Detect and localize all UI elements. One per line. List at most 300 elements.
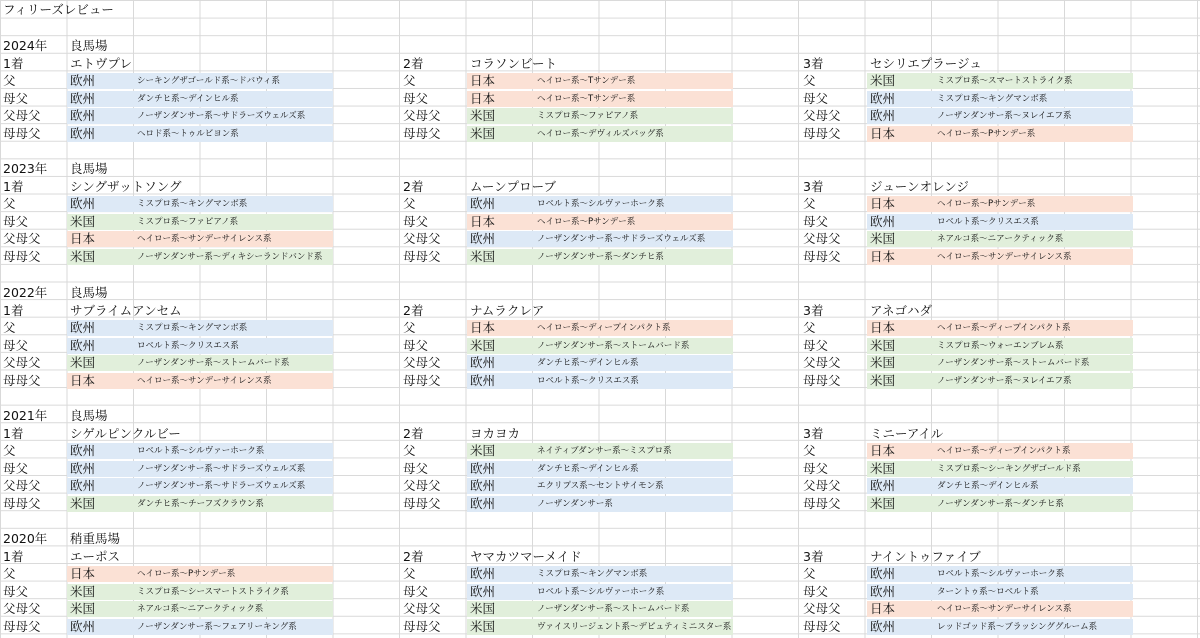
sire-line: ミスプロ系〜キングマンボ系 [137,199,248,210]
pedigree-relation: 父 [803,73,816,89]
pedigree-relation: 母母父 [3,248,41,264]
pedigree-relation: 父 [3,443,16,459]
year-header [0,160,1200,178]
sire-country: 欧州 [870,108,896,124]
horse-name: エーポス [70,548,121,564]
finish-place: 3着 [803,548,824,564]
sire-country: 欧州 [70,478,96,494]
sire-line: ヘイロー系〜デヴィルズバッグ系 [537,128,664,139]
pedigree-row [400,195,800,213]
pedigree-relation: 母母父 [403,248,441,264]
pedigree-row [400,565,800,583]
sire-line: ミスプロ系〜ファピアノ系 [537,111,639,122]
sire-country: 日本 [870,248,896,264]
sire-line: ロベルト系〜シルヴァーホーク系 [937,569,1065,580]
pedigree-relation: 父母父 [403,108,441,124]
horse-name: ムーンプローブ [470,178,557,194]
sire-line: ヘイロー系〜Pサンデー系 [937,199,1036,210]
year-label: 2022年 [3,285,48,300]
finisher-block [400,302,800,392]
sire-line: シーキングザゴールド系〜ドバウィ系 [137,76,281,87]
finisher-block [0,548,400,638]
pedigree-row [400,583,800,601]
pedigree-relation: 父 [803,196,816,212]
sire-line: ダンチヒ系〜デインヒル系 [537,463,639,474]
sire-line: ヘイロー系〜サンデーサイレンス系 [937,604,1072,615]
pedigree-relation: 母父 [403,583,429,599]
pedigree-relation: 父母父 [803,108,841,124]
finisher-block [400,55,800,145]
sire-country: 日本 [70,231,96,247]
finisher-header [800,302,1200,320]
pedigree-row [0,442,400,460]
horse-name: ナイントゥファイブ [870,548,981,564]
pedigree-row [0,372,400,390]
horse-name: ヨカヨカ [470,425,521,441]
pedigree-row [400,354,800,372]
finisher-header [0,548,400,566]
sire-country: 欧州 [870,213,896,229]
pedigree-relation: 父 [403,320,416,336]
sire-line: ヘイロー系〜Tサンデー系 [537,93,636,104]
finisher-block [0,302,400,392]
pedigree-row [0,319,400,337]
finish-place: 3着 [803,425,824,441]
pedigree-relation: 母父 [403,460,429,476]
sire-line: ノーザンダンサー系〜ヌレイエフ系 [937,375,1072,386]
horse-name: サブライムアンセム [70,302,182,318]
pedigree-relation: 母父 [803,583,829,599]
pedigree-row [400,319,800,337]
pedigree-row [400,248,800,266]
finisher-header [400,425,800,443]
sire-line: ヘイロー系〜サンデーサイレンス系 [137,375,272,386]
sire-country: 米国 [870,73,896,89]
pedigree-row [0,477,400,495]
pedigree-relation: 父 [403,443,416,459]
pedigree-row [400,230,800,248]
horse-name: ジューンオレンジ [870,178,969,194]
sire-country: 欧州 [70,108,96,124]
year-label: 2024年 [3,38,48,53]
pedigree-row [0,583,400,601]
horse-name: ミニーアイル [870,425,944,441]
sire-line: ネイティブダンサー系〜ミスプロ系 [537,446,672,457]
sire-country: 日本 [470,90,496,106]
pedigree-row [400,372,800,390]
sire-country: 日本 [870,443,896,459]
horse-name: コラソンビート [470,55,558,71]
pedigree-row [400,213,800,231]
pedigree-row [0,230,400,248]
pedigree-relation: 父母父 [403,478,441,494]
sire-line: ロベルト系〜クリスエス系 [537,375,639,386]
finisher-block [800,55,1200,145]
pedigree-relation: 母母父 [3,495,41,511]
pedigree-relation: 父母父 [803,231,841,247]
sire-line: ミスプロ系〜キングマンボ系 [537,569,648,580]
pedigree-row [800,319,1200,337]
sire-country: 米国 [70,495,96,511]
pedigree-relation: 母母父 [403,618,441,634]
sire-country: 日本 [470,320,496,336]
finish-place: 3着 [803,55,824,71]
sire-country: 欧州 [470,196,496,212]
sire-country: 欧州 [70,90,96,106]
sire-country: 欧州 [70,337,96,353]
year-header [0,37,1200,55]
pedigree-relation: 父母父 [3,108,41,124]
pedigree-relation: 父 [803,443,816,459]
track-condition: 良馬場 [70,285,108,300]
pedigree-row [0,195,400,213]
pedigree-relation: 母父 [403,337,429,353]
finisher-block [400,425,800,515]
pedigree-row [800,600,1200,618]
pedigree-row [800,107,1200,125]
finish-place: 1着 [3,178,24,194]
horse-name: ナムラクレア [470,302,545,318]
sire-country: 欧州 [70,73,96,89]
sire-line: ノーザンダンサー系〜ストームバード系 [937,358,1090,369]
sire-line: ミスプロ系〜スマートストライク系 [937,76,1073,87]
pedigree-relation: 父 [403,566,416,582]
sire-country: 米国 [70,601,96,617]
sire-line: ヴァイスリージェント系〜デピュティミニスター系 [537,621,732,632]
pedigree-row [400,495,800,513]
pedigree-relation: 母母父 [803,125,841,141]
pedigree-row [800,565,1200,583]
pedigree-row [400,460,800,478]
pedigree-row [800,618,1200,636]
pedigree-relation: 母母父 [803,495,841,511]
finish-place: 2着 [403,55,424,71]
finisher-header [800,55,1200,73]
pedigree-row [0,213,400,231]
pedigree-relation: 父 [403,73,416,89]
pedigree-row [400,72,800,90]
sire-country: 米国 [470,125,496,141]
pedigree-relation: 母父 [803,90,829,106]
horse-name: シングザットソング [70,178,182,194]
track-condition: 良馬場 [70,38,108,53]
sire-line: ノーザンダンサー系 [537,498,613,509]
sire-country: 米国 [870,337,896,353]
pedigree-relation: 父 [803,566,816,582]
finisher-header [800,548,1200,566]
finisher-block [0,425,400,515]
finisher-block [0,55,400,145]
sire-country: 日本 [870,320,896,336]
sire-country: 米国 [470,601,496,617]
horse-name: ヤマカツマーメイド [470,548,582,564]
sire-country: 欧州 [70,443,96,459]
sire-country: 日本 [470,213,496,229]
pedigree-row [800,477,1200,495]
pedigree-relation: 父 [3,73,16,89]
sire-line: ノーザンダンサー系〜サドラーズウェルズ系 [537,234,706,245]
sire-country: 欧州 [870,478,896,494]
finish-place: 3着 [803,178,824,194]
sire-line: ヘイロー系〜ディープインパクト系 [937,323,1071,334]
sire-country: 欧州 [470,460,496,476]
pedigree-row [0,337,400,355]
sire-country: 米国 [470,108,496,124]
sire-line: ロベルト系〜クリスエス系 [137,340,239,351]
sire-country: 米国 [470,337,496,353]
sire-line: ダンチヒ系〜デインヒル系 [137,93,239,104]
sheet-title: フィリーズレビュー [3,2,114,17]
sire-line: ダンチヒ系〜デインヒル系 [537,358,639,369]
pedigree-relation: 父母父 [803,355,841,371]
sire-line: ダンチヒ系〜デインヒル系 [937,481,1039,492]
sire-country: 欧州 [70,618,96,634]
finish-place: 2着 [403,425,424,441]
pedigree-row [0,125,400,143]
pedigree-relation: 父母父 [403,355,441,371]
pedigree-row [800,248,1200,266]
pedigree-row [400,125,800,143]
pedigree-relation: 母父 [803,460,829,476]
pedigree-relation: 父母父 [803,478,841,494]
sire-country: 欧州 [870,583,896,599]
sire-line: ミスプロ系〜シースマートストライク系 [137,586,289,597]
pedigree-relation: 母父 [403,213,429,229]
finisher-header [0,302,400,320]
sire-line: ロベルト系〜シルヴァーホーク系 [137,446,265,457]
sire-country: 欧州 [470,478,496,494]
pedigree-relation: 父 [3,566,16,582]
pedigree-relation: 母母父 [803,618,841,634]
finisher-header [400,178,800,196]
sire-line: ノーザンダンサー系〜ダンチヒ系 [937,498,1064,509]
track-condition: 良馬場 [70,408,108,423]
pedigree-row [400,618,800,636]
finisher-block [0,178,400,268]
horse-name: シゲルピンクルビー [70,425,181,441]
finisher-block [400,178,800,268]
sire-line: ミスプロ系〜ウォーエンブレム系 [937,340,1064,351]
pedigree-row [400,337,800,355]
year-header [0,530,1200,548]
sire-line: ミスプロ系〜シーキングザゴールド系 [937,463,1081,474]
pedigree-relation: 母母父 [3,618,41,634]
sire-country: 米国 [870,231,896,247]
pedigree-relation: 母父 [803,337,829,353]
sire-line: ヘイロー系〜ディープインパクト系 [937,446,1071,457]
track-condition: 良馬場 [70,161,108,176]
sire-country: 日本 [70,372,96,388]
finish-place: 2着 [403,548,424,564]
pedigree-relation: 父母父 [3,231,41,247]
sire-line: レッドゴッド系〜ブラッシンググルーム系 [937,621,1098,632]
pedigree-row [0,354,400,372]
pedigree-row [800,195,1200,213]
sire-country: 欧州 [470,355,496,371]
sire-line: ノーザンダンサー系〜ダンチヒ系 [537,251,664,262]
finisher-block [800,178,1200,268]
sire-line: ノーザンダンサー系〜サドラーズウェルズ系 [137,463,306,474]
pedigree-row [400,600,800,618]
pedigree-row [800,90,1200,108]
pedigree-relation: 父 [803,320,816,336]
pedigree-relation: 父母父 [3,355,41,371]
sire-line: ミスプロ系〜ファピアノ系 [137,216,239,227]
sire-line: ノーザンダンサー系〜サドラーズウェルズ系 [137,481,306,492]
sire-country: 米国 [70,248,96,264]
horse-name: アネゴハダ [870,302,933,318]
pedigree-relation: 父 [3,320,16,336]
year-label: 2021年 [3,408,48,423]
sire-country: 欧州 [870,90,896,106]
sire-line: ヘイロー系〜Pサンデー系 [937,128,1036,139]
pedigree-row [0,495,400,513]
sire-country: 欧州 [870,566,896,582]
year-header [0,284,1200,302]
sire-country: 欧州 [470,372,496,388]
sire-line: ロベルト系〜シルヴァーホーク系 [537,199,665,210]
sire-line: ダンチヒ系〜チーフズクラウン系 [137,498,264,509]
sire-line: ターントゥ系〜ロベルト系 [937,586,1039,597]
pedigree-relation: 父母父 [403,601,441,617]
pedigree-relation: 父 [403,196,416,212]
pedigree-row [800,213,1200,231]
sire-line: ネアルコ系〜ニアークティック系 [137,604,264,615]
sire-line: ヘイロー系〜Pサンデー系 [537,216,636,227]
sire-line: ヘイロー系〜ディープインパクト系 [537,323,671,334]
pedigree-row [0,600,400,618]
finish-place: 2着 [403,302,424,318]
horse-name: エトヴプレ [70,55,133,71]
pedigree-row [0,618,400,636]
sire-country: 欧州 [870,618,896,634]
finisher-block [400,548,800,638]
sire-line: ロベルト系〜クリスエス系 [937,216,1039,227]
sire-country: 欧州 [70,196,96,212]
finish-place: 1着 [3,302,24,318]
sire-line: ヘイロー系〜サンデーサイレンス系 [137,234,272,245]
pedigree-row [400,107,800,125]
sire-line: ロベルト系〜シルヴァーホーク系 [537,586,665,597]
pedigree-row [800,337,1200,355]
sire-country: 欧州 [70,460,96,476]
pedigree-relation: 母父 [3,583,29,599]
pedigree-relation: 父母父 [3,478,41,494]
pedigree-relation: 母父 [3,213,29,229]
sire-line: ヘロド系〜トゥルビヨン系 [137,128,239,139]
pedigree-relation: 母母父 [403,372,441,388]
finisher-block [800,425,1200,515]
pedigree-row [800,495,1200,513]
pedigree-row [800,372,1200,390]
horse-name: セシリエプラージュ [870,55,982,71]
sire-country: 米国 [470,443,496,459]
sire-line: ノーザンダンサー系〜ストームバード系 [137,358,290,369]
sire-country: 米国 [870,495,896,511]
finish-place: 1着 [3,425,24,441]
sire-country: 欧州 [470,566,496,582]
finisher-block [800,302,1200,392]
pedigree-row [800,125,1200,143]
finisher-header [0,425,400,443]
finisher-header [0,178,400,196]
sire-line: ノーザンダンサー系〜ストームバード系 [537,340,690,351]
track-condition: 稍重馬場 [70,531,121,546]
finish-place: 2着 [403,178,424,194]
pedigree-relation: 母父 [803,213,829,229]
pedigree-row [800,460,1200,478]
year-label: 2020年 [3,531,48,546]
sire-country: 日本 [870,601,896,617]
sire-line: ネアルコ系〜ニアークティック系 [937,234,1064,245]
sire-country: 欧州 [470,495,496,511]
pedigree-relation: 母父 [3,460,29,476]
pedigree-row [800,583,1200,601]
pedigree-row [0,565,400,583]
pedigree-relation: 母母父 [3,125,41,141]
sire-country: 日本 [870,125,896,141]
pedigree-row [0,107,400,125]
pedigree-relation: 母父 [3,337,29,353]
pedigree-relation: 父母父 [803,601,841,617]
pedigree-row [0,72,400,90]
finisher-header [800,425,1200,443]
pedigree-row [400,477,800,495]
pedigree-row [800,354,1200,372]
sire-country: 米国 [470,248,496,264]
sire-country: 米国 [870,355,896,371]
pedigree-relation: 母母父 [403,125,441,141]
pedigree-relation: 母母父 [803,372,841,388]
sire-line: ヘイロー系〜サンデーサイレンス系 [937,251,1072,262]
finisher-block [800,548,1200,638]
finisher-header [400,302,800,320]
pedigree-relation: 母母父 [803,248,841,264]
pedigree-relation: 母父 [3,90,29,106]
pedigree-row [800,442,1200,460]
pedigree-relation: 母母父 [3,372,41,388]
finisher-header [400,548,800,566]
sire-country: 米国 [70,355,96,371]
sire-country: 米国 [470,618,496,634]
sire-country: 米国 [870,372,896,388]
sire-country: 日本 [470,73,496,89]
sire-line: ノーザンダンサー系〜サドラーズウェルズ系 [137,111,306,122]
sire-line: ミスプロ系〜キングマンボ系 [937,93,1048,104]
sire-country: 欧州 [70,125,96,141]
pedigree-row [400,442,800,460]
year-header [0,407,1200,425]
sire-country: 米国 [70,583,96,599]
pedigree-relation: 母父 [403,90,429,106]
sire-line: エクリプス系〜セントサイモン系 [537,481,664,492]
sire-line: ノーザンダンサー系〜ディキシーランドバンド系 [137,251,323,262]
sire-country: 欧州 [470,231,496,247]
finish-place: 1着 [3,55,24,71]
finisher-header [0,55,400,73]
finish-place: 3着 [803,302,824,318]
sire-country: 欧州 [470,583,496,599]
pedigree-relation: 父母父 [403,231,441,247]
sire-line: ヘイロー系〜Pサンデー系 [137,569,236,580]
finisher-header [400,55,800,73]
pedigree-row [800,72,1200,90]
sire-country: 日本 [870,196,896,212]
sire-country: 米国 [70,213,96,229]
pedigree-relation: 母母父 [403,495,441,511]
finish-place: 1着 [3,548,24,564]
finisher-header [800,178,1200,196]
